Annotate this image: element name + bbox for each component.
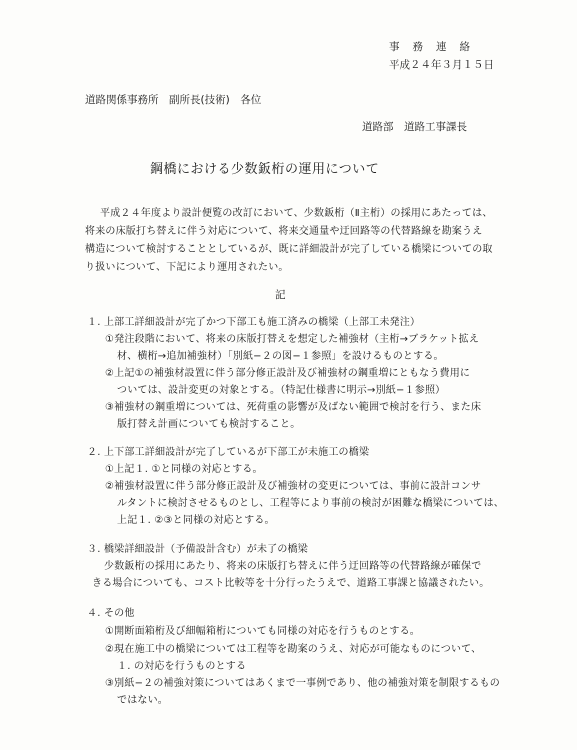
section-1-item-1-line-2: 材、横桁→追加補強材）「別紙−２の図−１参照」を設けるものとする。 (117, 351, 444, 362)
intro-line-3: 構造について検討することとしているが、既に詳細設計が完了している橋梁についての取 (85, 244, 493, 255)
section-3-line-2: きる場合についても、コスト比較等を十分行ったうえで、道路工事課と協議されたい。 (92, 578, 490, 589)
section-2-item-2-line-1: ②補強材設置に伴う部分修正設計及び補強材の変更については、事前に設計コンサ (105, 481, 482, 492)
section-4-item-3-line-2: ではない。 (117, 695, 168, 706)
section-2-item-2-line-2: ルタントに検討させるものとし、工程等により事前の検討が困難な橋梁については、 (117, 498, 504, 509)
section-4-item-3-line-1: ③別紙−２の補強対策についてはあくまで一事例であり、他の補強対策を制限するもの (105, 678, 500, 689)
intro-line-2: 将来の床版打ち替えに伴う対応について、将来交通量や迂回路等の代替路線を勘案うえ (85, 226, 483, 237)
date-label: 平成２４年３月１５日 (389, 59, 494, 71)
sender: 道路部 道路工事課長 (362, 121, 467, 133)
section-1-item-2-line-2: ついては、設計変更の対象とする。（特記仕様書に明示→別紙−１参照） (117, 385, 446, 396)
section-2-item-2-line-3: 上記１. ②③と同様の対応とする。 (117, 515, 275, 526)
ki-label: 記 (275, 289, 286, 301)
intro-line-1: 平成２４年度より設計便覧の改訂において、少数鈑桁（Ⅱ主桁）の採用にあたっては、 (100, 208, 493, 219)
section-2-heading: ２. 上下部工詳細設計が完了しているが下部工が未施工の橋梁 (87, 447, 370, 458)
intro-line-4: り扱いについて、下記により運用されたい。 (85, 262, 289, 273)
section-1-heading: １. 上部工詳細設計が完了かつ下部工も施工済みの橋梁（上部工未発注） (87, 317, 421, 328)
section-1-item-1-line-1: ①発注段階において、将来の床版打替えを想定した補強材（主桁→ブラケット拡え (105, 334, 480, 345)
section-4-heading: ４. その他 (87, 608, 135, 619)
section-3-heading: ３. 橋梁詳細設計（予備設計含む）が未了の橋梁 (87, 544, 308, 555)
section-1-item-2-line-1: ②上記①の補強材設置に伴う部分修正設計及び補強材の鋼重増にともなう費用に (105, 368, 471, 379)
document-title: 鋼橋における少数鈑桁の運用について (150, 162, 380, 177)
section-1-item-3-line-2: 版打替え計画についても検討すること。 (117, 419, 301, 430)
section-4-item-2-line-2: １. の対応を行うものとする (117, 661, 247, 672)
section-4-item-2-line-1: ②現在施工中の橋梁については工程等を勘案のうえ、対応が可能なものについて、 (105, 644, 482, 655)
addressee: 道路関係事務所 副所長(技術) 各位 (85, 94, 262, 106)
section-4-item-1: ①開断面箱桁及び細幅箱桁についても同様の対応を行うものとする。 (105, 626, 420, 637)
doc-type-label: 事務連絡 (389, 41, 483, 53)
section-2-item-1: ①上記１. ①と同様の対応とする。 (105, 464, 263, 475)
section-3-line-1: 少数鈑桁の採用にあたり、将来の床版打ち替えに伴う迂回路等の代替路線が確保で (104, 561, 482, 572)
section-1-item-3-line-1: ③補強材の鋼重増については、死荷重の影響が及ばない範囲で検討を行う、また床 (105, 402, 482, 413)
